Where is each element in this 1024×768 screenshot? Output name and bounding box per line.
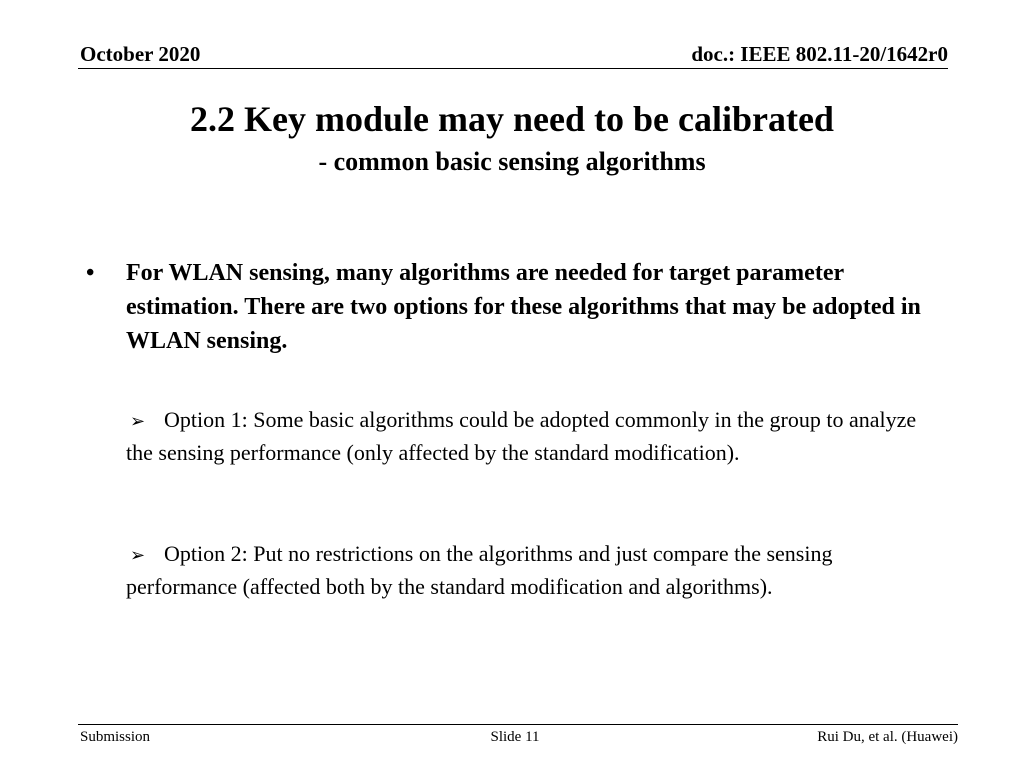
arrow-bullet-icon: ➢ [130,411,146,431]
footer-slide-number: Slide 11 [490,729,540,745]
footer-submission: Submission [80,729,151,745]
footer-divider [78,724,958,725]
option-2-text: Option 2: Put no restrictions on the algorithms and just compare the sensing performance (affected both by the standard modification and algorithms). [126,541,833,599]
header-doc-id: doc.: IEEE 802.11-20/1642r0 [691,42,948,66]
footer-author: Rui Du, et al. (Huawei) [817,729,958,745]
option-1 [126,404,946,468]
bullet-icon: • [86,260,95,286]
header-date: October 2020 [80,42,201,66]
main-bullet [86,256,946,358]
slide-title: 2.2 Key module may need to be calibrated [190,99,834,139]
option-1-text: Option 1: Some basic algorithms could be adopted commonly in the group to analyze the sensing performance (only affected by the standard modification). [126,407,917,465]
header-divider [78,68,948,69]
slide-subtitle: - common basic sensing algorithms [318,147,706,176]
arrow-bullet-icon: ➢ [130,545,146,565]
option-2 [126,538,946,602]
main-bullet-text: For WLAN sensing, many algorithms are needed for target parameter estimation. There are two options for these algorithms that may be adopted in WLAN sensing. [126,260,921,354]
